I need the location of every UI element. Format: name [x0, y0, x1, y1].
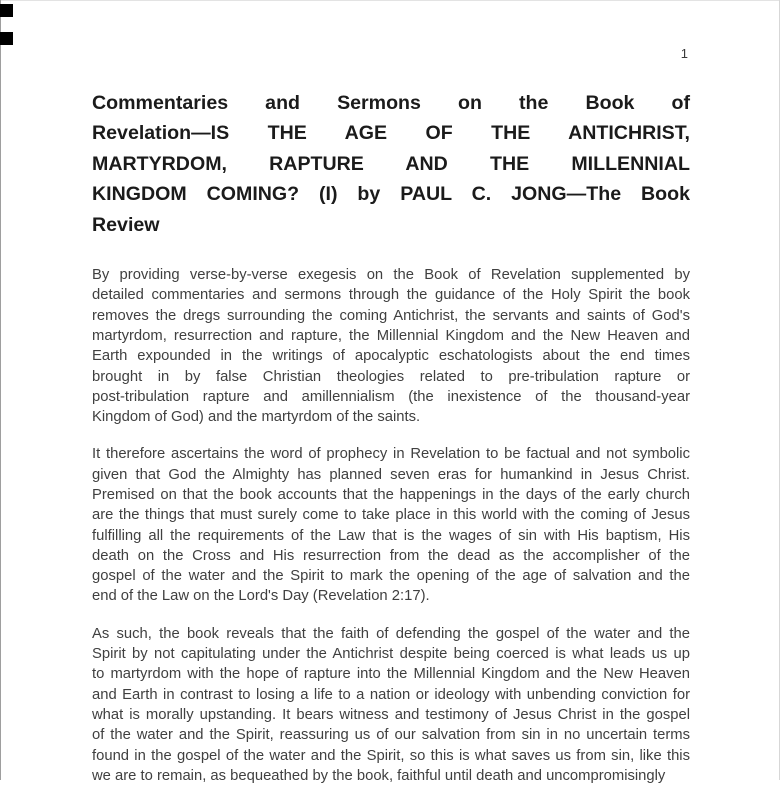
edge-marker-bottom-icon	[0, 32, 13, 45]
title-line: MARTYRDOM, RAPTURE AND THE MILLENNIAL	[92, 152, 690, 175]
paragraph-line: Kingdom of God) and the martyrdom of the saints.	[92, 409, 421, 426]
paragraph-line: removes the dregs surrounding the coming Antichrist, the servants and saints of God's	[92, 307, 690, 324]
page-number: 1	[680, 46, 688, 61]
body-paragraph-3	[92, 624, 690, 786]
title-line: Revelation—IS THE AGE OF THE ANTICHRIST,	[92, 122, 690, 145]
paragraph-line: Earth expounded in the writings of apocalyptic eschatologists about the end times	[92, 348, 690, 365]
body-paragraph-2	[92, 444, 690, 606]
title-line: Review	[92, 213, 160, 236]
edge-marker-top-icon	[0, 4, 13, 17]
paragraph-line: death on the Cross and His resurrection from the dead as the accomplisher of the	[92, 547, 690, 564]
document-title	[92, 88, 690, 240]
paragraph-line: of the water and the Spirit, reassuring us of our salvation from sin in no uncertain terms	[92, 727, 690, 744]
paragraph-line: As such, the book reveals that the faith of defending the gospel of the water and the	[92, 625, 690, 642]
paragraph-line: what is morally upstanding. It bears witness and testimony of Jesus Christ in the gospel	[92, 706, 690, 723]
page-top-border	[0, 0, 780, 1]
title-line: KINGDOM COMING? (I) by PAUL C. JONG—The Book	[92, 183, 690, 206]
paragraph-line: end of the Law on the Lord's Day (Revelation 2:17).	[92, 588, 430, 605]
paragraph-line: we are to remain, as bequeathed by the book, faithful until death and uncompromisingly	[92, 767, 666, 784]
paragraph-line: and Earth in contrast to losing a life to a nation or ideology with unbending conviction for	[92, 686, 690, 703]
paragraph-line: It therefore ascertains the word of prophecy in Revelation to be factual and not symbolic	[92, 446, 690, 463]
paragraph-line: detailed commentaries and sermons through the guidance of the Holy Spirit the book	[92, 287, 690, 304]
title-line: Commentaries and Sermons on the Book of	[92, 92, 690, 114]
paragraph-line: found in the gospel of the water and the Spirit, so this is what saves us from sin, like this	[92, 747, 690, 764]
paragraph-line: brought in by false Christian theologies related to pre-tribulation rapture or	[92, 368, 690, 385]
page-content	[92, 88, 690, 803]
paragraph-line: are the things that must surely come to take place in this world with the coming of Jesus	[92, 507, 690, 524]
paragraph-line: gospel of the water and the Spirit to mark the opening of the age of salvation and the	[92, 568, 690, 585]
paragraph-line: Premised on that the book accounts that the happenings in the days of the early church	[92, 487, 690, 503]
paragraph-line: By providing verse-by-verse exegesis on the Book of Revelation supplemented by	[92, 267, 690, 284]
paragraph-line: martyrdom, resurrection and rapture, the Millennial Kingdom and the New Heaven and	[92, 327, 690, 344]
page-left-border	[0, 0, 1, 780]
paragraph-line: given that God the Almighty has planned seven eras for humankind in Jesus Christ.	[92, 466, 690, 483]
paragraph-line: Spirit by not capitulating under the Antichrist despite being coerced is what leads us up	[92, 646, 690, 663]
paragraph-line: to martyrdom with the hope of rapture into the Millennial Kingdom and the New Heaven	[92, 666, 690, 683]
paragraph-line: fulfilling all the requirements of the Law that is the wages of sin with His baptism, His	[92, 527, 690, 544]
body-paragraph-1	[92, 265, 690, 427]
paragraph-line: post-tribulation rapture and amillennialism (the inexistence of the thousand-year	[92, 388, 690, 405]
